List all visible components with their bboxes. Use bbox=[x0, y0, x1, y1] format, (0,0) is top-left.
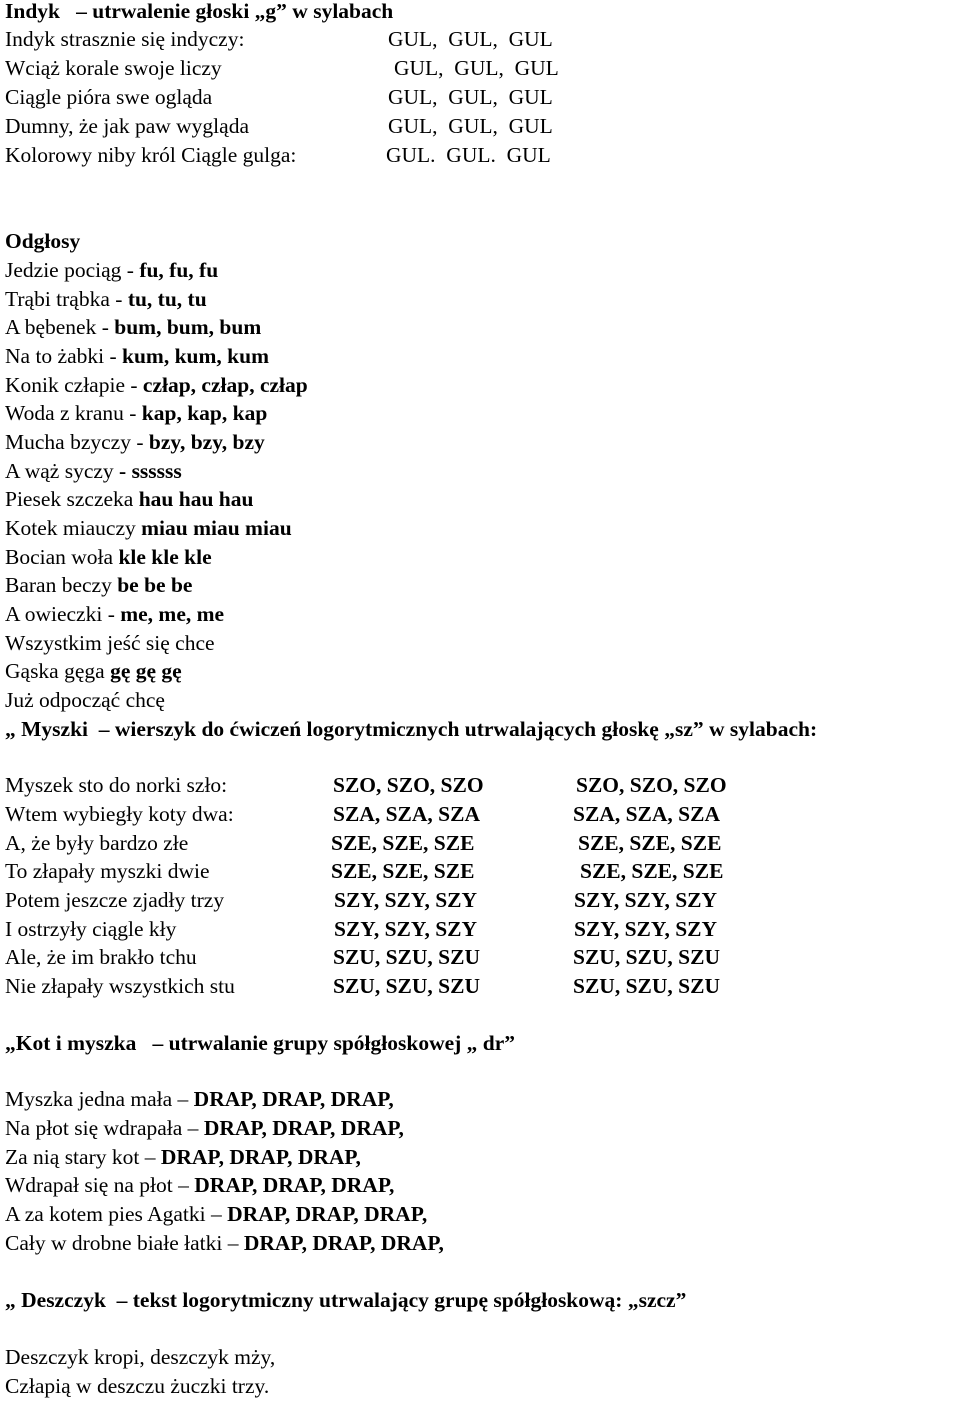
deszczyk-row: Człapią w deszczu żuczki trzy. bbox=[5, 1374, 270, 1398]
odglosy-row-sound: tu, tu, tu bbox=[127, 287, 207, 311]
odglosy-row-text: Jedzie pociąg - bbox=[5, 258, 140, 282]
myszki-row-syllables-b: SZY, SZY, SZY bbox=[574, 917, 718, 941]
myszki-row-text: A, że były bardzo złe bbox=[5, 831, 189, 855]
odglosy-row bbox=[5, 687, 165, 713]
myszki-row-syllables-a: SZO, SZO, SZO bbox=[333, 773, 484, 797]
myszki-row-syllables-a: SZE, SZE, SZE bbox=[331, 831, 475, 855]
myszki-row-syllables-a: SZU, SZU, SZU bbox=[333, 945, 480, 969]
myszki-row-text: Nie złapały wszystkich stu bbox=[5, 974, 235, 998]
kot-row-text: Wdrapał się na płot – bbox=[5, 1173, 195, 1197]
myszki-row-text: Wtem wybiegły koty dwa: bbox=[5, 802, 234, 826]
kot-row-sound: DRAP, DRAP, DRAP, bbox=[160, 1145, 361, 1169]
indyk-row-text: Indyk strasznie się indyczy: bbox=[5, 27, 245, 51]
kot-row-text: Za nią stary kot – bbox=[5, 1145, 161, 1169]
kot-title: „Kot i myszka – utrwalanie grupy spółgłoskowej „ dr” bbox=[5, 1031, 516, 1055]
kot-row-sound: DRAP, DRAP, DRAP, bbox=[193, 1087, 394, 1111]
myszki-row-syllables-b: SZY, SZY, SZY bbox=[574, 888, 718, 912]
odglosy-row-sound: gę gę gę bbox=[110, 659, 182, 683]
odglosy-row-sound: - ssssss bbox=[119, 459, 182, 483]
indyk-row-text: Ciągle pióra swe ogląda bbox=[5, 85, 213, 109]
odglosy-row bbox=[5, 429, 265, 455]
odglosy-row-sound: bum, bum, bum bbox=[114, 315, 262, 339]
kot-row bbox=[5, 1230, 444, 1256]
odglosy-row bbox=[5, 601, 224, 627]
deszczyk-row: Deszczyk kropi, deszczyk mży, bbox=[5, 1345, 276, 1369]
odglosy-row bbox=[5, 257, 218, 283]
odglosy-row-sound: be be be bbox=[117, 573, 193, 597]
myszki-row-syllables-a: SZY, SZY, SZY bbox=[334, 888, 478, 912]
indyk-row-syllables: GUL, GUL, GUL bbox=[388, 114, 553, 138]
odglosy-row-text: Gąska gęga bbox=[5, 659, 111, 683]
odglosy-row-text: Już odpocząć chcę bbox=[5, 688, 165, 712]
kot-row-sound: DRAP, DRAP, DRAP, bbox=[227, 1202, 428, 1226]
indyk-title: Indyk – utrwalenie głoski „g” w sylabach bbox=[5, 0, 394, 23]
odglosy-row-sound: hau hau hau bbox=[138, 487, 254, 511]
odglosy-row-text: Na to żabki - bbox=[5, 344, 123, 368]
myszki-row-text: I ostrzyły ciągle kły bbox=[5, 917, 177, 941]
odglosy-row-text: Piesek szczeka bbox=[5, 487, 139, 511]
odglosy-row-sound: człap, człap, człap bbox=[142, 373, 308, 397]
odglosy-row-text: A wąż syczy bbox=[5, 459, 120, 483]
myszki-row-text: Myszek sto do norki szło: bbox=[5, 773, 228, 797]
myszki-title: „ Myszki – wierszyk do ćwiczeń logorytmicznych utrwalających głoskę „sz” w sylabach: bbox=[5, 717, 818, 741]
odglosy-row-sound: kle kle kle bbox=[118, 545, 212, 569]
myszki-row-text: Ale, że im brakło tchu bbox=[5, 945, 197, 969]
odglosy-row-text: A owieczki - bbox=[5, 602, 121, 626]
kot-row-text: A za kotem pies Agatki – bbox=[5, 1202, 228, 1226]
deszczyk-title: „ Deszczyk – tekst logorytmiczny utrwalający grupę spółgłoskową: „szcz” bbox=[5, 1288, 687, 1312]
odglosy-row bbox=[5, 400, 267, 426]
indyk-row-text: Kolorowy niby król Ciągle gulga: bbox=[5, 143, 297, 167]
odglosy-row-sound: me, me, me bbox=[120, 602, 225, 626]
indyk-row-syllables: GUL. GUL. GUL bbox=[386, 143, 551, 167]
myszki-row-syllables-b: SZE, SZE, SZE bbox=[580, 859, 724, 883]
myszki-row-syllables-b: SZO, SZO, SZO bbox=[576, 773, 727, 797]
odglosy-row-text: Mucha bzyczy - bbox=[5, 430, 149, 454]
myszki-row-syllables-a: SZE, SZE, SZE bbox=[331, 859, 475, 883]
myszki-row-syllables-a: SZY, SZY, SZY bbox=[334, 917, 478, 941]
odglosy-row-sound: kum, kum, kum bbox=[122, 344, 269, 368]
odglosy-row bbox=[5, 544, 212, 570]
odglosy-row bbox=[5, 486, 253, 512]
odglosy-row bbox=[5, 630, 215, 656]
odglosy-row bbox=[5, 286, 207, 312]
myszki-row-syllables-b: SZU, SZU, SZU bbox=[573, 974, 720, 998]
odglosy-row-text: Woda z kranu - bbox=[5, 401, 142, 425]
odglosy-row-text: Konik człapie - bbox=[5, 373, 143, 397]
odglosy-row bbox=[5, 658, 182, 684]
odglosy-row-text: Wszystkim jeść się chce bbox=[5, 631, 215, 655]
odglosy-row bbox=[5, 458, 182, 484]
kot-row-sound: DRAP, DRAP, DRAP, bbox=[243, 1231, 444, 1255]
kot-row bbox=[5, 1172, 394, 1198]
kot-row bbox=[5, 1201, 427, 1227]
kot-row-text: Cały w drobne białe łatki – bbox=[5, 1231, 244, 1255]
odglosy-title: Odgłosy bbox=[5, 229, 81, 253]
myszki-row-syllables-b: SZU, SZU, SZU bbox=[573, 945, 720, 969]
indyk-row-syllables: GUL, GUL, GUL bbox=[394, 56, 559, 80]
odglosy-row-sound: kap, kap, kap bbox=[141, 401, 268, 425]
myszki-row-syllables-b: SZE, SZE, SZE bbox=[578, 831, 722, 855]
odglosy-row bbox=[5, 572, 192, 598]
indyk-row-text: Wciąż korale swoje liczy bbox=[5, 56, 222, 80]
kot-row-sound: DRAP, DRAP, DRAP, bbox=[203, 1116, 404, 1140]
odglosy-row bbox=[5, 314, 261, 340]
kot-row-sound: DRAP, DRAP, DRAP, bbox=[194, 1173, 395, 1197]
indyk-row-syllables: GUL, GUL, GUL bbox=[388, 27, 553, 51]
kot-row-text: Myszka jedna mała – bbox=[5, 1087, 194, 1111]
indyk-row-syllables: GUL, GUL, GUL bbox=[388, 85, 553, 109]
kot-row bbox=[5, 1086, 394, 1112]
kot-row bbox=[5, 1144, 361, 1170]
odglosy-row-text: Bocian woła bbox=[5, 545, 119, 569]
odglosy-row-text: Baran beczy bbox=[5, 573, 118, 597]
odglosy-row-text: A bębenek - bbox=[5, 315, 115, 339]
indyk-row-text: Dumny, że jak paw wygląda bbox=[5, 114, 249, 138]
odglosy-row bbox=[5, 515, 292, 541]
odglosy-row-text: Kotek miauczy bbox=[5, 516, 142, 540]
odglosy-row bbox=[5, 372, 308, 398]
odglosy-row bbox=[5, 343, 269, 369]
myszki-row-syllables-b: SZA, SZA, SZA bbox=[573, 802, 720, 826]
kot-row-text: Na płot się wdrapała – bbox=[5, 1116, 204, 1140]
odglosy-row-text: Trąbi trąbka - bbox=[5, 287, 128, 311]
odglosy-row-sound: miau miau miau bbox=[141, 516, 292, 540]
odglosy-row-sound: fu, fu, fu bbox=[139, 258, 219, 282]
myszki-row-syllables-a: SZU, SZU, SZU bbox=[333, 974, 480, 998]
odglosy-row-sound: bzy, bzy, bzy bbox=[148, 430, 265, 454]
myszki-row-syllables-a: SZA, SZA, SZA bbox=[333, 802, 480, 826]
myszki-row-text: To złapały myszki dwie bbox=[5, 859, 210, 883]
myszki-row-text: Potem jeszcze zjadły trzy bbox=[5, 888, 225, 912]
kot-row bbox=[5, 1115, 404, 1141]
